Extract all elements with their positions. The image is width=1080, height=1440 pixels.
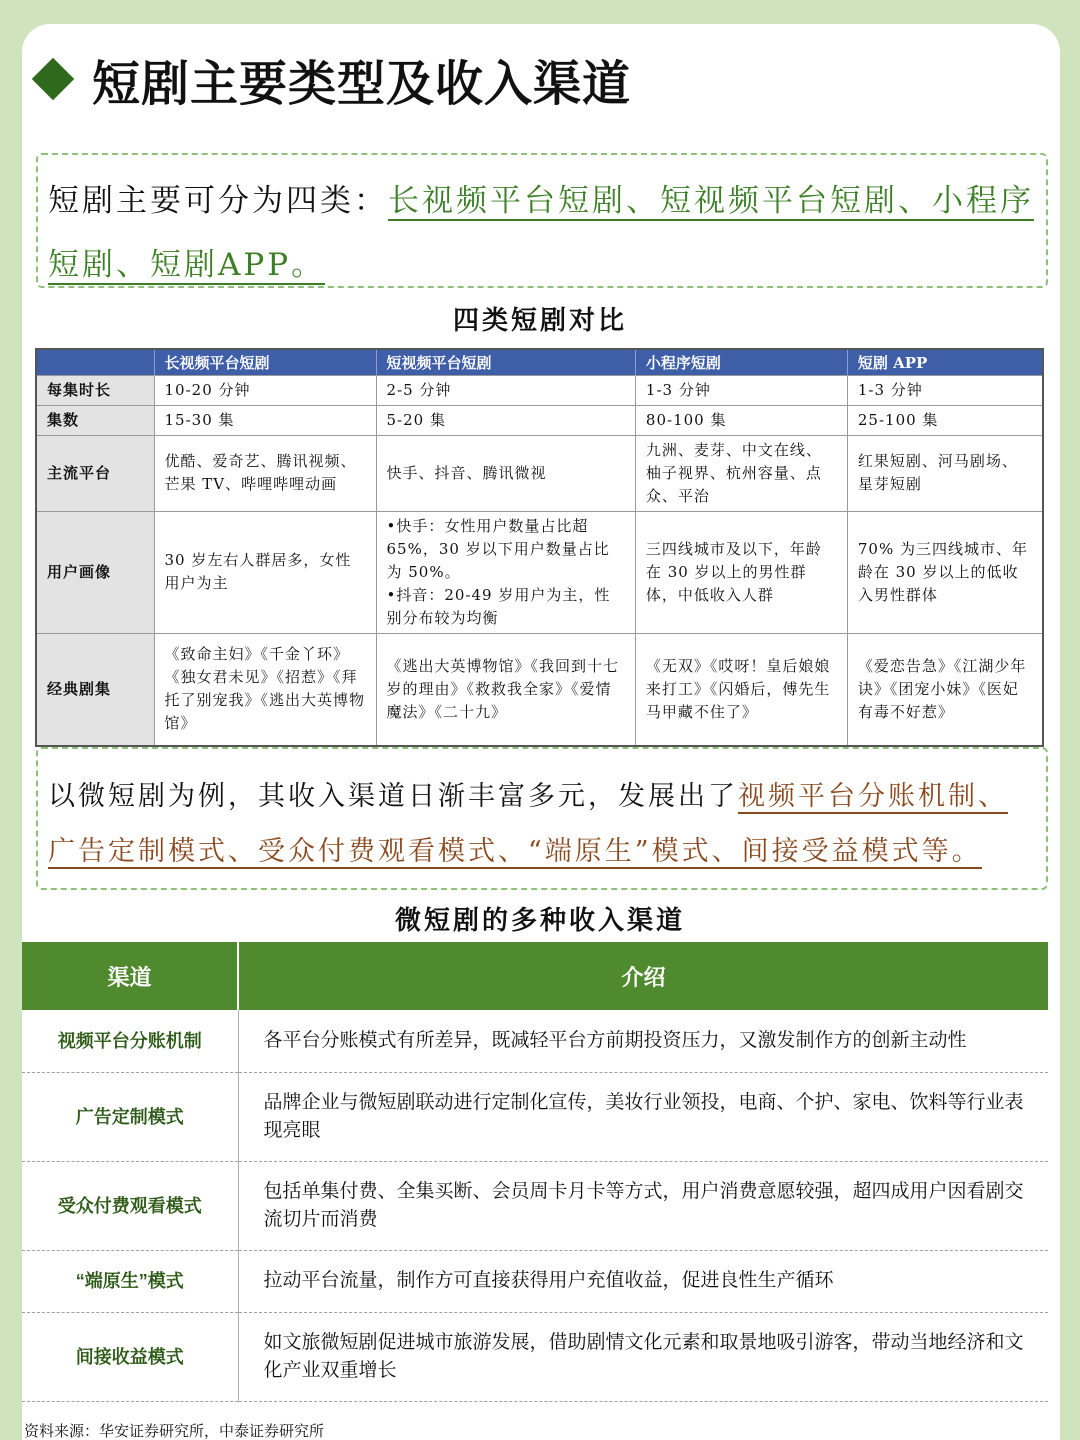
table-row <box>22 1161 1048 1250</box>
comparison-header: 短视频平台短剧 <box>376 349 635 375</box>
comparison-caption: 四类短剧对比 <box>452 306 627 336</box>
table-cell: 《逃出大英博物馆》《我回到十七岁的理由》《救救我全家》《爱情魔法》《二十九》 <box>376 633 635 746</box>
table-cell: 1-3 分钟 <box>635 375 847 405</box>
table-row <box>22 1312 1048 1401</box>
comparison-header: 短剧 APP <box>847 349 1043 375</box>
table-cell: 25-100 集 <box>847 405 1043 435</box>
table-cell: 70% 为三四线城市、年龄在 30 岁以上的低收入男性群体 <box>847 511 1043 633</box>
channel-name: 视频平台分账机制 <box>22 1010 238 1072</box>
row-label: 集数 <box>36 405 154 435</box>
revenue-intro-lead: 以微短剧为例，其收入渠道日渐丰富多元，发展出了 <box>48 781 738 812</box>
table-cell: 10-20 分钟 <box>154 375 376 405</box>
revenue-intro-highlight: 视频平台分账机制、广告定制模式、受众付费观看模式、“端原生”模式、间接受益模式等。 <box>48 781 1008 867</box>
channel-name: 间接收益模式 <box>22 1312 238 1401</box>
diamond-bullet-icon <box>32 58 74 100</box>
table-cell: 《致命主妇》《千金丫环》《独女君未见》《招惹》《拜托了别宠我》《逃出大英博物馆》 <box>154 633 376 746</box>
intro-highlight: 长视频平台短剧、短视频平台短剧、小程序短剧、短剧APP。 <box>48 183 1034 283</box>
revenue-header-row <box>22 942 1048 1010</box>
table-row <box>22 1072 1048 1161</box>
table-cell: 80-100 集 <box>635 405 847 435</box>
intro-text <box>48 169 1036 297</box>
revenue-intro-text <box>48 769 1036 879</box>
source-note: 资料来源：华安证券研究所，中泰证券研究所 <box>24 1423 325 1440</box>
comparison-header-row <box>36 349 1043 375</box>
revenue-table <box>22 942 1048 1402</box>
comparison-header: 长视频平台短剧 <box>154 349 376 375</box>
row-label: 主流平台 <box>36 435 154 511</box>
table-cell: 15-30 集 <box>154 405 376 435</box>
table-cell: 九洲、麦芽、中文在线、柚子视界、杭州容量、点众、平治 <box>635 435 847 511</box>
table-cell: 5-20 集 <box>376 405 635 435</box>
channel-desc: 拉动平台流量，制作方可直接获得用户充值收益，促进良性生产循环 <box>238 1250 1048 1312</box>
revenue-caption: 微短剧的多种收入渠道 <box>394 906 685 936</box>
table-row <box>36 435 1043 511</box>
comparison-table <box>35 348 1044 747</box>
row-label: 用户画像 <box>36 511 154 633</box>
channel-name: 广告定制模式 <box>22 1072 238 1161</box>
table-cell: 《爱恋告急》《江湖少年诀》《团宠小妹》《医妃有毒不好惹》 <box>847 633 1043 746</box>
table-row <box>36 405 1043 435</box>
channel-name: “端原生”模式 <box>22 1250 238 1312</box>
revenue-header-desc: 介绍 <box>238 942 1048 1010</box>
table-cell: 1-3 分钟 <box>847 375 1043 405</box>
table-cell: 2-5 分钟 <box>376 375 635 405</box>
title-row <box>30 44 631 114</box>
channel-desc: 品牌企业与微短剧联动进行定制化宣传，美妆行业领投，电商、个护、家电、饮料等行业表现亮眼 <box>238 1072 1048 1161</box>
table-cell: •快手：女性用户数量占比超 65%，30 岁以下用户数量占比为 50%。 •抖音：20-49 岁用户为主，性别分布较为均衡 <box>376 511 635 633</box>
channel-desc: 如文旅微短剧促进城市旅游发展，借助剧情文化元素和取景地吸引游客，带动当地经济和文化产业双重增长 <box>238 1312 1048 1401</box>
comparison-header-corner <box>36 349 154 375</box>
table-row <box>22 1250 1048 1312</box>
intro-box <box>36 153 1048 288</box>
table-row <box>22 1010 1048 1072</box>
table-cell: 30 岁左右人群居多，女性用户为主 <box>154 511 376 633</box>
row-label: 经典剧集 <box>36 633 154 746</box>
table-cell: 快手、抖音、腾讯微视 <box>376 435 635 511</box>
channel-desc: 包括单集付费、全集买断、会员周卡月卡等方式，用户消费意愿较强，超四成用户因看剧交流切片而消费 <box>238 1161 1048 1250</box>
revenue-intro-box <box>36 747 1048 890</box>
table-cell: 三四线城市及以下，年龄在 30 岁以上的男性群体，中低收入人群 <box>635 511 847 633</box>
revenue-header-channel: 渠道 <box>22 942 238 1010</box>
channel-name: 受众付费观看模式 <box>22 1161 238 1250</box>
table-cell: 红果短剧、河马剧场、星芽短剧 <box>847 435 1043 511</box>
page-title: 短剧主要类型及收入渠道 <box>92 55 632 112</box>
row-label: 每集时长 <box>36 375 154 405</box>
channel-desc: 各平台分账模式有所差异，既减轻平台方前期投资压力，又激发制作方的创新主动性 <box>238 1010 1048 1072</box>
comparison-header: 小程序短剧 <box>635 349 847 375</box>
table-row <box>36 375 1043 405</box>
intro-lead: 短剧主要可分为四类： <box>48 183 388 219</box>
table-row <box>36 511 1043 633</box>
table-row <box>36 633 1043 746</box>
table-cell: 《无双》《哎呀！皇后娘娘来打工》《闪婚后，傅先生马甲藏不住了》 <box>635 633 847 746</box>
table-cell: 优酷、爱奇艺、腾讯视频、芒果 TV、哔哩哔哩动画 <box>154 435 376 511</box>
